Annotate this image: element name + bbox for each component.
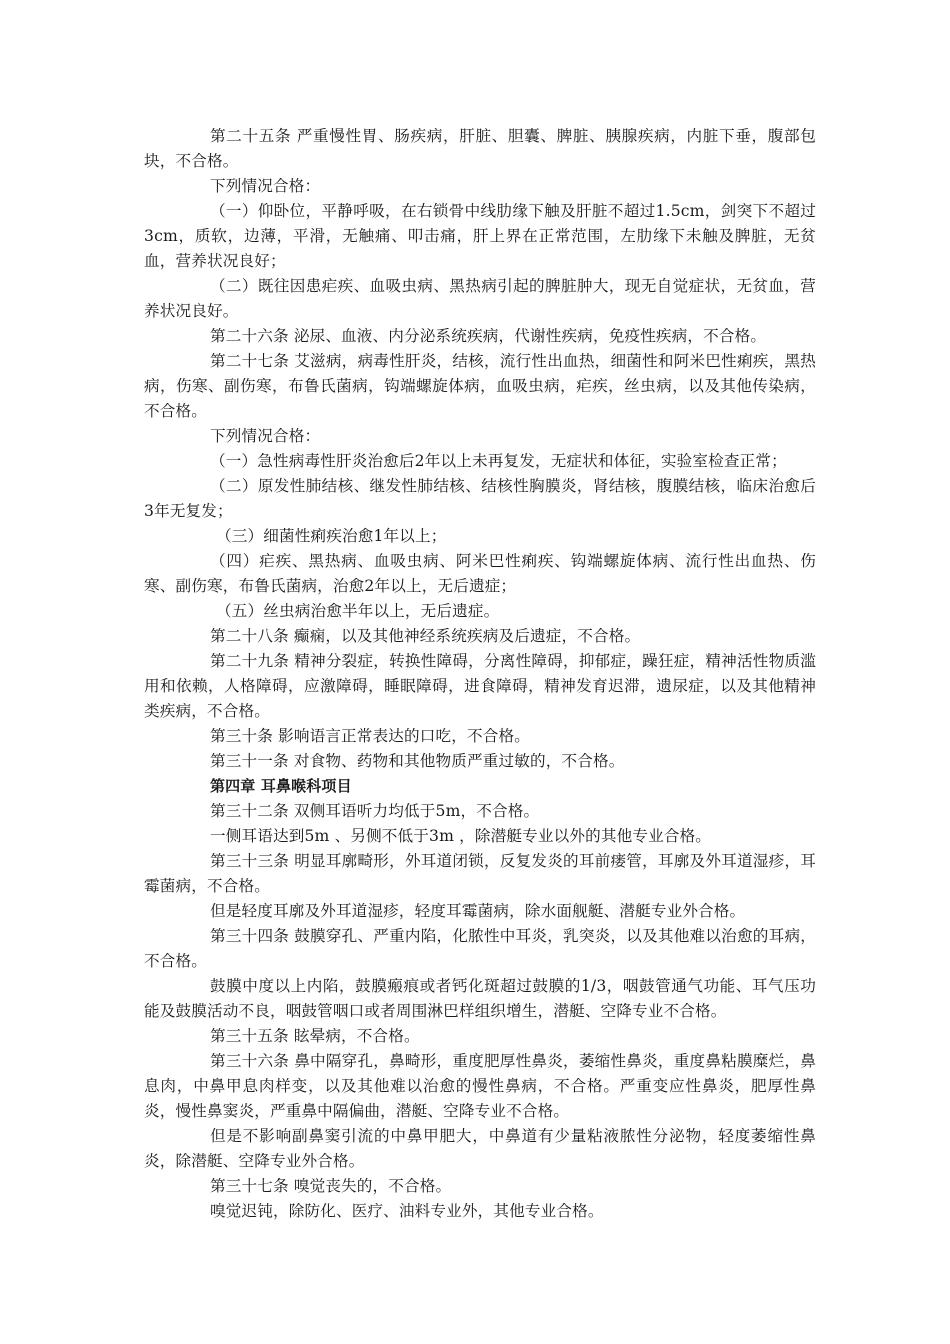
- paragraph: 第三十条 影响语言正常表达的口吃，不合格。: [210, 727, 530, 745]
- paragraph: 第二十八条 癫痫，以及其他神经系统疾病及后遗症，不合格。: [210, 627, 641, 645]
- paragraph: （五）丝虫病治愈半年以上，无后遗症。: [216, 602, 500, 620]
- paragraph: 第三十一条 对食物、药物和其他物质严重过敏的，不合格。: [210, 752, 625, 770]
- paragraph: 第三十六条 鼻中隔穿孔，鼻畸形，重度肥厚性鼻炎，萎缩性鼻炎，重度鼻粘膜糜烂，鼻息肉，中鼻甲息肉样变，以及其他难以治愈的慢性鼻病，不合格。严重变应性鼻炎，肥厚性鼻炎，慢性鼻窦炎，严重鼻中隔偏曲，潜艇、空降专业不合格。: [144, 1052, 816, 1120]
- paragraph: 第二十七条 艾滋病，病毒性肝炎，结核，流行性出血热，细菌性和阿米巴性痢疾，黑热病，伤寒、副伤寒，布鲁氏菌病，钩端螺旋体病，血吸虫病，疟疾，丝虫病，以及其他传染病，不合格。: [144, 352, 816, 420]
- paragraph: 第三十七条 嗅觉丧失的，不合格。: [210, 1177, 452, 1195]
- paragraph: 第三十三条 明显耳廓畸形，外耳道闭锁，反复发炎的耳前瘘管，耳廓及外耳道湿疹，耳霉菌病，不合格。: [144, 852, 816, 895]
- paragraph: 第三十二条 双侧耳语听力均低于5m，不合格。: [210, 802, 540, 820]
- paragraph: 鼓膜中度以上内陷，鼓膜瘢痕或者钙化斑超过鼓膜的1/3，咽鼓管通气功能、耳气压功能及鼓膜活动不良，咽鼓管咽口或者周围淋巴样组织增生，潜艇、空降专业不合格。: [144, 977, 816, 1020]
- paragraph: 第二十五条 严重慢性胃、肠疾病，肝脏、胆囊、脾脏、胰腺疾病，内脏下垂，腹部包块，不合格。: [144, 127, 816, 170]
- chapter-heading: 第四章 耳鼻喉科项目: [210, 777, 352, 795]
- document-body: [144, 124, 816, 1224]
- paragraph: 但是不影响副鼻窦引流的中鼻甲肥大，中鼻道有少量粘液脓性分泌物，轻度萎缩性鼻炎，除潜艇、空降专业外合格。: [144, 1127, 816, 1170]
- paragraph: 一侧耳语达到5m 、另侧不低于3m ，除潜艇专业以外的其他专业合格。: [210, 827, 712, 845]
- paragraph: 但是轻度耳廓及外耳道湿疹，轻度耳霉菌病，除水面舰艇、潜艇专业外合格。: [210, 902, 746, 920]
- paragraph: （三）细菌性痢疾治愈1年以上；: [216, 527, 447, 545]
- paragraph: 下列情况合格：: [210, 427, 321, 445]
- paragraph: 第二十九条 精神分裂症，转换性障碍，分离性障碍，抑郁症，躁狂症，精神活性物质滥用和依赖，人格障碍，应激障碍，睡眠障碍，进食障碍，精神发育迟滞，遗尿症，以及其他精神类疾病，不合格。: [144, 652, 816, 720]
- paragraph: 下列情况合格：: [210, 177, 321, 195]
- paragraph: （一）急性病毒性肝炎治愈后2年以上未再复发，无症状和体征，实验室检查正常；: [210, 452, 787, 470]
- paragraph: （一）仰卧位，平静呼吸，在右锁骨中线肋缘下触及肝脏不超过1.5cm，剑突下不超过3cm，质软，边薄，平滑，无触痛、叩击痛，肝上界在正常范围，左肋缘下未触及脾脏，无贫血，营养状况良好；: [144, 202, 816, 270]
- paragraph: 第三十四条 鼓膜穿孔、严重内陷，化脓性中耳炎，乳突炎，以及其他难以治愈的耳病，不合格。: [144, 927, 816, 970]
- paragraph: （二）既往因患疟疾、血吸虫病、黑热病引起的脾脏肿大，现无自觉症状，无贫血，营养状况良好。: [144, 277, 816, 320]
- paragraph: 嗅觉迟钝，除防化、医疗、油料专业外，其他专业合格。: [210, 1202, 604, 1220]
- paragraph: 第二十六条 泌尿、血液、内分泌系统疾病，代谢性疾病，免疫性疾病，不合格。: [210, 327, 767, 345]
- paragraph: （四）疟疾、黑热病、血吸虫病、阿米巴性痢疾、钩端螺旋体病、流行性出血热、伤寒、副伤寒，布鲁氏菌病，治愈2年以上，无后遗症；: [144, 552, 816, 595]
- paragraph: （二）原发性肺结核、继发性肺结核、结核性胸膜炎，肾结核，腹膜结核，临床治愈后3年无复发；: [144, 477, 816, 520]
- paragraph: 第三十五条 眩晕病，不合格。: [210, 1027, 420, 1045]
